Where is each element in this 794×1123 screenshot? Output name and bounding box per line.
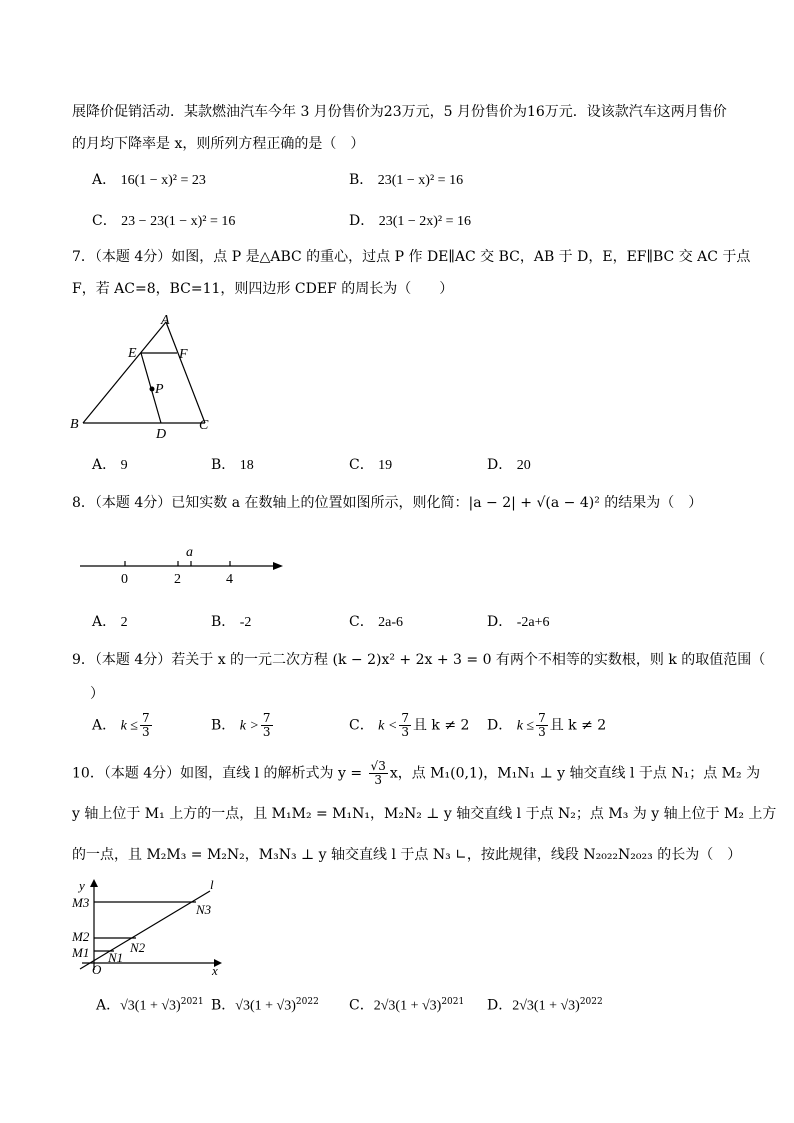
point-p: [150, 387, 155, 392]
q10-line-1: 10．（本题 4分）如图，直线 l 的解析式为 y = $\frac{√3}{3}$ x，点 M₁(0,1)，M₁N₁ ⊥ y 轴交直线 l 于点 N₁；点 M₂ 为: [72, 759, 761, 787]
fraction: $\frac{7}{3}$: [141, 711, 150, 739]
q10-option-d[interactable]: D．$2√3(1 + √3)^{2022}$: [487, 997, 603, 1014]
q8-option-a[interactable]: A． 2: [92, 614, 128, 630]
label-y: y: [79, 878, 85, 893]
fraction: $\frac{7}{3}$: [401, 711, 409, 739]
q7-line-2: F，若 AC=8，BC=11，则四边形 CDEF 的周长为（ ）: [72, 281, 454, 297]
label-4: 4: [226, 572, 233, 587]
q7-option-c[interactable]: C． 19: [349, 457, 393, 473]
label-2: 2: [174, 572, 181, 587]
q10-line-3: 的一点，且 M₂M₃ = M₂N₂，M₃N₃ ⊥ y 轴交直线 l 于点 N₃ ∟，按此规律，线段 N₂₀₂₂N₂₀₂₃ 的长为（ ）: [72, 847, 742, 863]
label-o: O: [92, 962, 102, 977]
label-n3: N3: [196, 902, 212, 917]
q8-line-1: 8．（本题 4分）已知实数 a 在数轴上的位置如图所示，则化简：|a − 2| + √(a − 4)² 的结果为（ ）: [72, 495, 703, 511]
q7-line-1: 7．（本题 4分）如图，点 P 是△ABC 的重心，过点 P 作 DE∥AC 交 BC，AB 于 D，E，EF∥BC 交 AC 于点: [72, 249, 751, 265]
q9-line-2: ）: [90, 686, 104, 702]
segment-ab: [83, 322, 166, 423]
q10-coordinate-figure: [70, 878, 230, 978]
label-l: l: [210, 878, 214, 892]
arrow-head: [273, 562, 283, 570]
label-n1: N1: [108, 950, 124, 965]
q7-option-b[interactable]: B． 18: [211, 457, 254, 473]
q10-line-2: y 轴上位于 M₁ 上方的一点，且 M₁M₂ = M₁N₁，M₂N₂ ⊥ y 轴交直线 l 于点 N₂；点 M₃ 为 y 轴上位于 M₂ 上方: [72, 806, 777, 822]
q6-option-c[interactable]: C． 23 − 23(1 − x)² = 16: [92, 213, 236, 229]
fraction: $\frac{7}{3}$: [262, 711, 271, 739]
label-p: P: [155, 382, 164, 397]
label-b: B: [70, 417, 79, 432]
y-axis-arrow: [90, 879, 98, 887]
q9-option-c[interactable]: C． k < $\frac{7}{3}$ 且 k ≠ 2: [349, 711, 470, 739]
label-d: D: [156, 427, 167, 438]
label-m3: M3: [72, 895, 90, 910]
label-m1: M1: [72, 945, 90, 960]
q6-option-b[interactable]: B． 23(1 − x)² = 16: [349, 172, 464, 188]
fraction: $\frac{√3}{3}$: [370, 759, 386, 787]
q9-option-a[interactable]: A． k ≤ $\frac{7}{3}$: [92, 711, 150, 739]
label-f: F: [179, 347, 188, 362]
q9-option-b[interactable]: B． k > $\frac{7}{3}$: [211, 711, 271, 739]
q8-number-line: [76, 540, 291, 590]
segment-ac: [166, 322, 205, 423]
label-c: C: [199, 418, 209, 433]
label-e: E: [128, 346, 137, 361]
q9-line-1: 9．（本题 4分）若关于 x 的一元二次方程 (k − 2)x² + 2x + 3 = 0 有两个不相等的实数根，则 k 的取值范围（: [72, 652, 766, 668]
line-l: [80, 891, 210, 969]
q9-option-d[interactable]: D． k ≤ $\frac{7}{3}$ 且 k ≠ 2: [487, 711, 607, 739]
q6-line-2: 的月均下降率是 x，则所列方程正确的是（ ）: [72, 136, 365, 152]
fraction: $\frac{7}{3}$: [538, 711, 546, 739]
label-m2: M2: [72, 929, 90, 944]
q7-triangle-figure: [64, 308, 224, 438]
label-n2: N2: [130, 940, 146, 955]
label-a: a: [186, 545, 193, 560]
q7-option-a[interactable]: A． 9: [92, 457, 128, 473]
q10-option-b[interactable]: B．$√3(1 + √3)^{2022}$: [211, 997, 319, 1014]
q8-option-c[interactable]: C． 2a-6: [349, 614, 404, 630]
q10-option-c[interactable]: C．$2√3(1 + √3)^{2021}$: [349, 997, 465, 1014]
q7-option-d[interactable]: D． 20: [487, 457, 531, 473]
q6-option-a[interactable]: A． 16(1 − x)² = 23: [92, 172, 206, 188]
q6-option-d[interactable]: D． 23(1 − 2x)² = 16: [349, 213, 471, 229]
label-0: 0: [121, 572, 128, 587]
q10-option-a[interactable]: A．$√3(1 + √3)^{2021}$: [96, 997, 204, 1014]
label-a: A: [161, 313, 170, 328]
q8-option-b[interactable]: B． -2: [211, 614, 252, 630]
q6-line-1: 展降价促销活动．某款燃油汽车今年 3 月份售价为23万元，5 月份售价为16万元．设该款汽车这两月售价: [72, 104, 727, 120]
q8-option-d[interactable]: D． -2a+6: [487, 614, 550, 630]
label-x: x: [212, 963, 218, 978]
